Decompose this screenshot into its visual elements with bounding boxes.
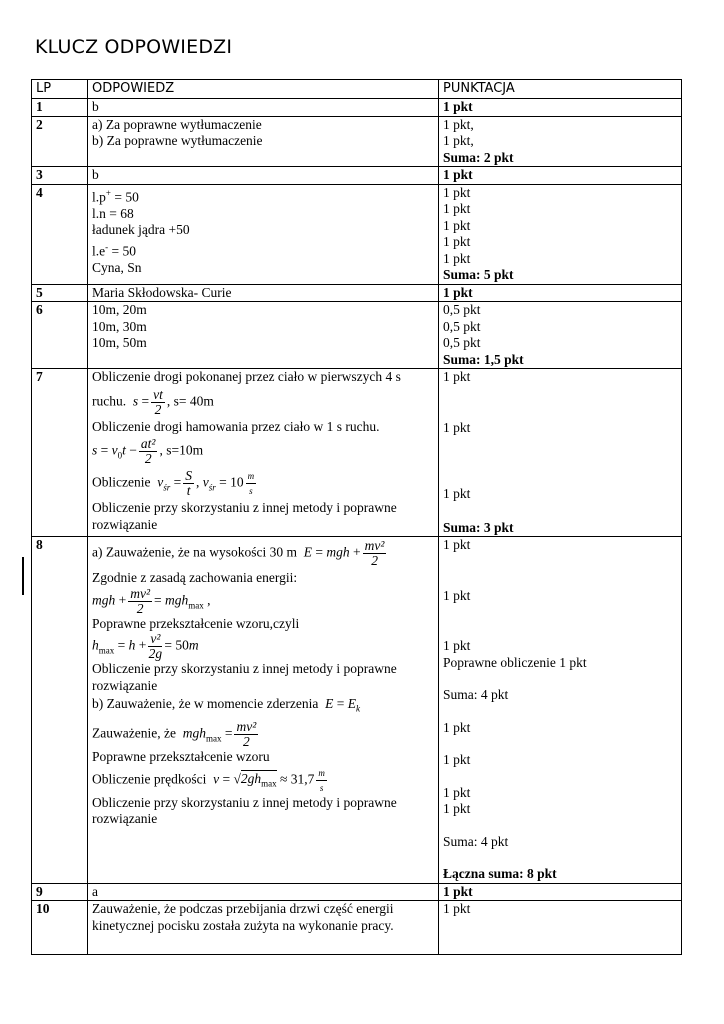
answer-cell: Zauważenie, że podczas przebijania drzwi część energii kinetycznej pocisku została zużyta na wykonanie pracy. [88, 901, 439, 955]
points-line: 1 pkt [443, 201, 471, 216]
answer-line: 10m, 20m [92, 302, 147, 317]
points-line: 1 pkt [443, 587, 471, 603]
answer-line: Obliczenie przy skorzystaniu z innej metody i poprawne rozwiązanie [92, 500, 397, 532]
row-number: 5 [32, 284, 88, 302]
points-line: 1 pkt [443, 638, 471, 653]
points-line: 1 pkt [443, 486, 471, 501]
row-number: 4 [32, 184, 88, 284]
page-title: KLUCZ ODPOWIEDZI [35, 36, 233, 58]
answer-line: Obliczenie drogi pokonanej przez ciało w pierwszych 4 s [92, 369, 401, 384]
answer-line: Cyna, Sn [92, 259, 142, 275]
row-number: 1 [32, 99, 88, 117]
answer-line: a) Za poprawne wytłumaczenie [92, 116, 262, 132]
points-sum: Suma: 2 pkt [443, 149, 514, 165]
points-cell: 1 pkt [439, 167, 682, 185]
points-cell [439, 537, 682, 884]
points-cell: 1 pkt [439, 99, 682, 117]
answer-line: l.n = 68 [92, 205, 134, 221]
fraction: $\frac{vt}{2}$ [153, 386, 163, 417]
header-points: PUNKTACJA [439, 80, 682, 99]
header-answer: ODPOWIEDZ [88, 80, 439, 99]
points-line: 0,5 pkt [443, 302, 481, 317]
points-line: 1 pkt [443, 752, 471, 767]
row-number: 3 [32, 167, 88, 185]
points-sum: Suma: 5 pkt [443, 267, 514, 282]
answer-key-table [31, 79, 682, 955]
points-cell [439, 116, 682, 167]
table-header [32, 80, 682, 99]
table-row [32, 116, 682, 167]
points-line: 1 pkt [443, 719, 471, 735]
answer-line: Obliczenie przy skorzystaniu z innej metody i poprawne rozwiązanie [92, 794, 397, 827]
points-line: 0,5 pkt [443, 318, 481, 334]
points-sum: Suma: 1,5 pkt [443, 351, 524, 367]
table-row [32, 537, 682, 884]
table-row [32, 302, 682, 369]
points-line: 1 pkt [443, 184, 471, 200]
answer-cell [88, 537, 439, 884]
points-line: 1 pkt [443, 801, 471, 816]
answer-cell: b [88, 167, 439, 185]
answer-cell [88, 302, 439, 369]
points-cell: 1 pkt [439, 284, 682, 302]
table-row [32, 167, 682, 185]
table-row [32, 184, 682, 284]
formula-line: b) Zauważenie, że w momencie zderzenia $E = E_k$ [92, 696, 360, 714]
header-lp: LP [32, 80, 88, 99]
margin-change-bar [22, 557, 24, 595]
answer-cell: b [88, 99, 439, 117]
answer-cell [88, 116, 439, 167]
points-cell [439, 184, 682, 284]
points-line: 1 pkt [443, 537, 471, 552]
fraction: $\frac{\text{at²}}{2}$ [140, 436, 156, 466]
answer-cell [88, 184, 439, 284]
formula-line: $s = v_0t$ − $\frac{\text{at²}}{2}$ , s=10m [92, 436, 204, 466]
fraction: $\frac{S}{t}$ [185, 468, 192, 498]
answer-cell [88, 369, 439, 537]
answer-line: Obliczenie drogi hamowania przez ciało w 1 s ruchu. [92, 418, 380, 434]
row-number: 10 [32, 901, 88, 955]
points-line: Poprawne obliczenie 1 pkt [443, 654, 587, 670]
points-cell: 1 pkt [439, 883, 682, 901]
answer-line: ładunek jądra +50 [92, 222, 190, 237]
formula-line: Zauważenie, że mgh$_{max}$ = $\frac{\text{mv²}}{2}$ [92, 719, 257, 750]
points-line: 1 pkt [443, 369, 471, 384]
answer-cell: Maria Skłodowska- Curie [88, 284, 439, 302]
answer-line: 10m, 30m [92, 318, 147, 334]
points-line: 1 pkt [443, 234, 471, 249]
answer-line: Poprawne przekształcenie wzoru,czyli [92, 615, 300, 631]
answer-line: Obliczenie przy skorzystaniu z innej metody i poprawne rozwiązanie [92, 661, 397, 693]
row-number: 8 [32, 537, 88, 884]
points-cell [439, 302, 682, 369]
unit-fraction: $\frac{m}{s}$ [247, 471, 255, 496]
points-sum: Suma: 3 pkt [443, 519, 514, 535]
formula-line: $h_{max} = h$ + $\frac{\text{v²}}{2g}$ = 50m [92, 631, 199, 661]
table-row [32, 369, 682, 537]
points-line: 1 pkt [443, 419, 471, 435]
table-row [32, 883, 682, 901]
answer-line: Zgodnie z zasadą zachowania energii: [92, 570, 298, 585]
answer-line: l.e- = 50 [92, 241, 136, 258]
points-line: 1 pkt [443, 250, 471, 266]
points-sum: Łączna suma: 8 pkt [443, 866, 557, 881]
answer-line: 10m, 50m [92, 335, 147, 350]
row-number: 2 [32, 116, 88, 167]
formula-line: mgh + $\frac{\text{mv²}}{2}$ = mgh$_{max}$ , [92, 585, 211, 616]
answer-line: Poprawne przekształcenie wzoru [92, 749, 270, 765]
row-number: 6 [32, 302, 88, 369]
row-number: 9 [32, 883, 88, 901]
formula-line: Obliczenie $v_{śr}$ = $\frac{S}{t}$ , $v_{śr} = 10$ $\frac{m}{s}$ [92, 468, 255, 498]
formula-line: a) Zauważenie, że na wysokości 30 m E = mgh + $\frac{\text{mv²}}{2}$ [92, 538, 385, 568]
answer-line: b) Za poprawne wytłumaczenie [92, 133, 263, 148]
answer-line: l.p+ = 50 [92, 187, 139, 204]
points-cell: 1 pkt [439, 901, 682, 955]
table-row [32, 901, 682, 955]
points-line: Suma: 4 pkt [443, 833, 509, 849]
points-cell [439, 369, 682, 537]
formula-line: Obliczenie prędkości $v = √2gh_{max} \approx 31,7$ $\frac{m}{s}$ [92, 767, 325, 793]
points-line: 0,5 pkt [443, 335, 481, 350]
points-line: 1 pkt [443, 217, 471, 233]
table-row [32, 284, 682, 302]
points-line: 1 pkt [443, 784, 471, 800]
points-line: 1 pkt, [443, 116, 474, 132]
row-number: 7 [32, 369, 88, 537]
formula-line: ruchu. s = $\frac{vt}{2}$ , s= 40m [92, 386, 214, 417]
table-row [32, 99, 682, 117]
points-line: Suma: 4 pkt [443, 687, 509, 702]
points-line: 1 pkt, [443, 133, 474, 148]
answer-cell: a [88, 883, 439, 901]
